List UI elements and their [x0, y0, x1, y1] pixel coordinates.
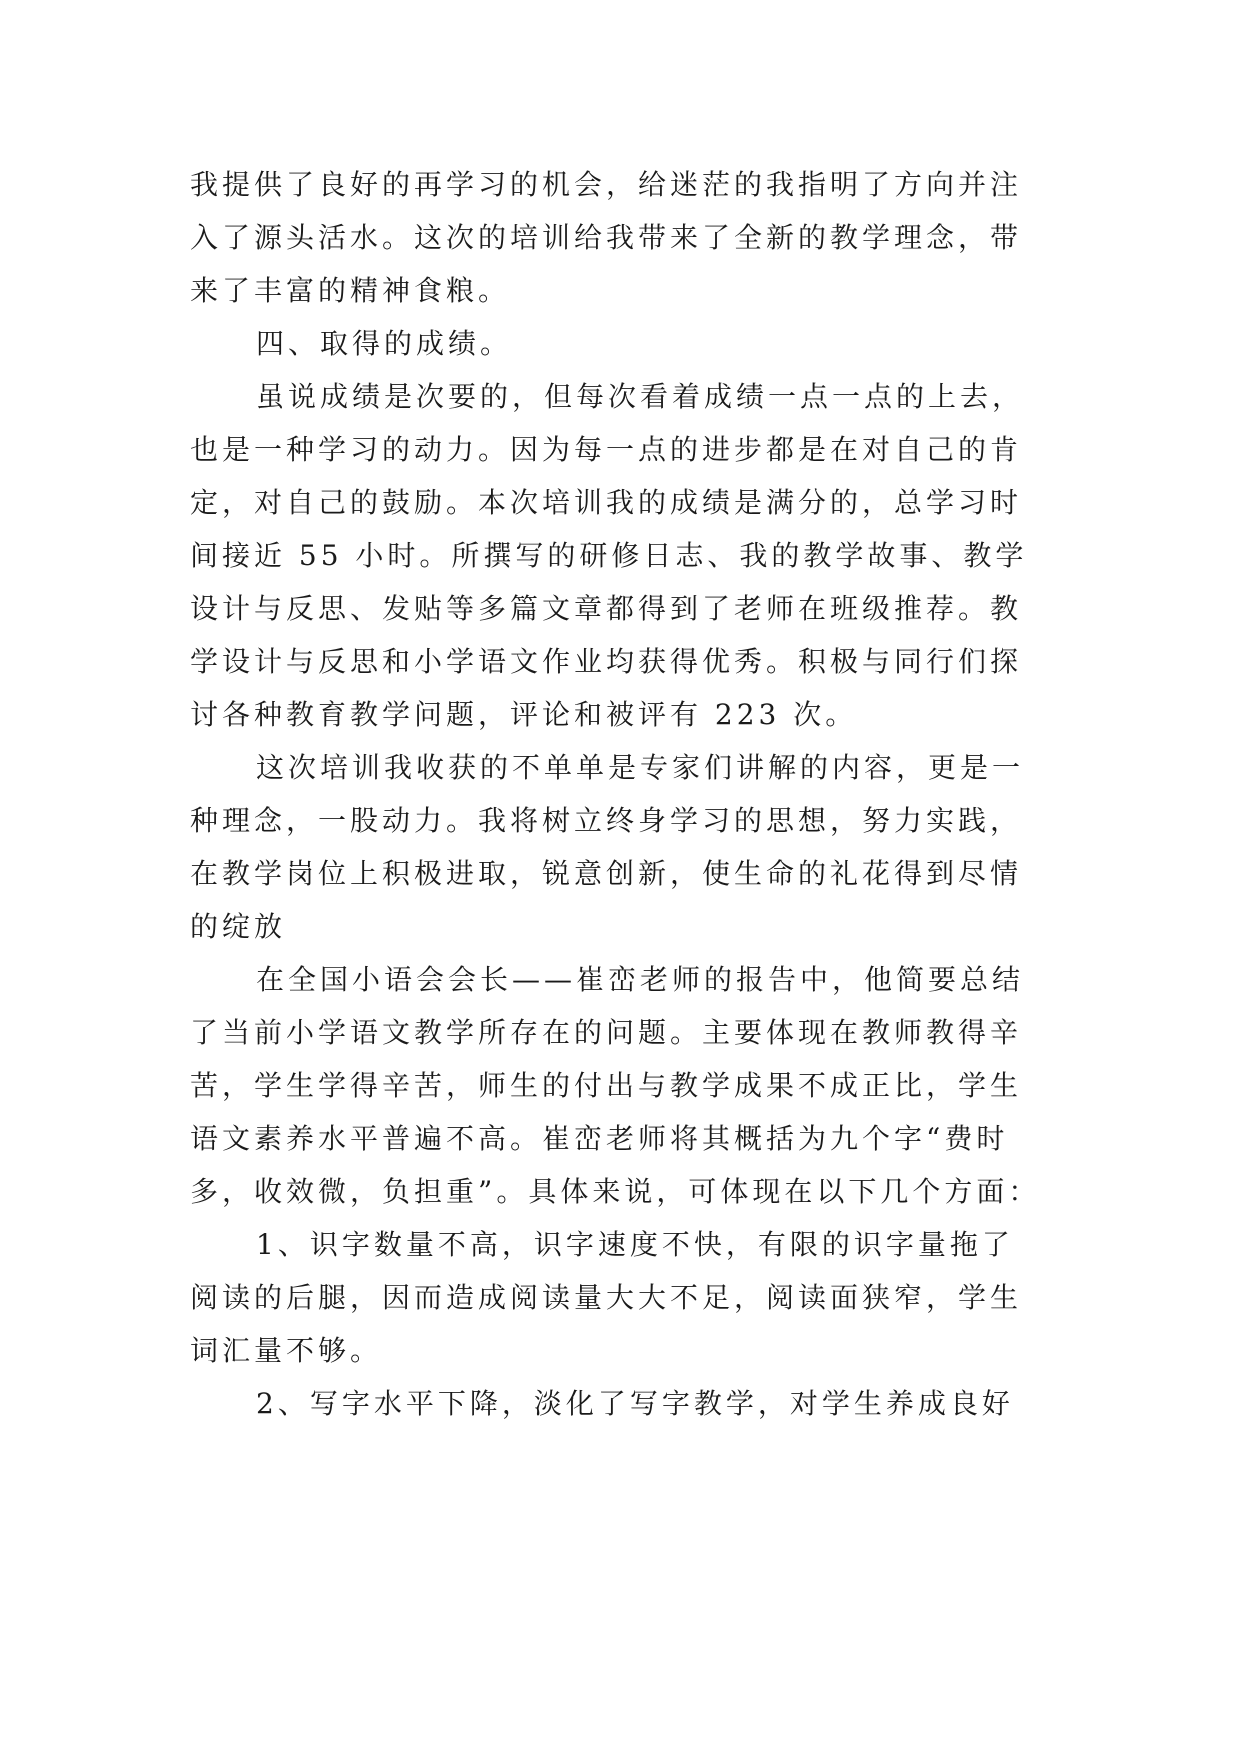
paragraph-gains [190, 741, 1054, 953]
text-line: 来了丰富的精神食粮。 [190, 274, 511, 307]
paragraph-training-opportunity [190, 158, 1054, 317]
text-line: 设计与反思、发贴等多篇文章都得到了老师在班级推荐。教 [190, 592, 1023, 625]
text-line: 了当前小学语文教学所存在的问题。主要体现在教师教得辛 [190, 1016, 1023, 1049]
section-heading: 四、取得的成绩。 [256, 327, 513, 360]
text-line: 虽说成绩是次要的，但每次看着成绩一点一点的上去， [256, 380, 1025, 413]
text-line: 语文素养水平普遍不高。崔峦老师将其概括为九个字“费时 [190, 1122, 1009, 1155]
text-line: 入了源头活水。这次的培训给我带来了全新的教学理念，带 [190, 221, 1023, 254]
text-line: 这次培训我收获的不单单是专家们讲解的内容，更是一 [256, 751, 1025, 784]
text-line: 学设计与反思和小学语文作业均获得优秀。积极与同行们探 [190, 645, 1023, 678]
text-line: 2、写字水平下降，淡化了写字教学，对学生养成良好 [256, 1387, 1014, 1420]
text-line: 的绽放 [190, 910, 287, 943]
text-line: 苦，学生学得辛苦，师生的付出与教学成果不成正比，学生 [190, 1069, 1023, 1102]
paragraph-point-1 [190, 1218, 1054, 1377]
text-line: 种理念，一股动力。我将树立终身学习的思想，努力实践， [190, 804, 1023, 837]
paragraph-report-problems [190, 953, 1054, 1218]
text-line: 我提供了良好的再学习的机会，给迷茫的我指明了方向并注 [190, 168, 1023, 201]
paragraph-point-2 [190, 1377, 1054, 1430]
text-line: 讨各种教育教学问题，评论和被评有 223 次。 [190, 698, 858, 731]
text-line: 在全国小语会会长——崔峦老师的报告中，他简要总结 [256, 963, 1025, 996]
paragraph-achievements [190, 370, 1054, 741]
text-line: 间接近 55 小时。所撰写的研修日志、我的教学故事、教学 [190, 539, 1028, 572]
text-line: 阅读的后腿，因而造成阅读量大大不足，阅读面狭窄，学生 [190, 1281, 1023, 1314]
text-line: 也是一种学习的动力。因为每一点的进步都是在对自己的肯 [190, 433, 1023, 466]
text-line: 定，对自己的鼓励。本次培训我的成绩是满分的，总学习时 [190, 486, 1023, 519]
section-heading-achievements [190, 317, 1054, 370]
document-body [190, 158, 1054, 1430]
text-line: 多，收效微，负担重”。具体来说，可体现在以下几个方面： [190, 1175, 1041, 1208]
text-line: 词汇量不够。 [190, 1334, 383, 1367]
text-line: 在教学岗位上积极进取，锐意创新，使生命的礼花得到尽情 [190, 857, 1023, 890]
text-line: 1、识字数量不高，识字速度不快，有限的识字量拖了 [256, 1228, 1014, 1261]
